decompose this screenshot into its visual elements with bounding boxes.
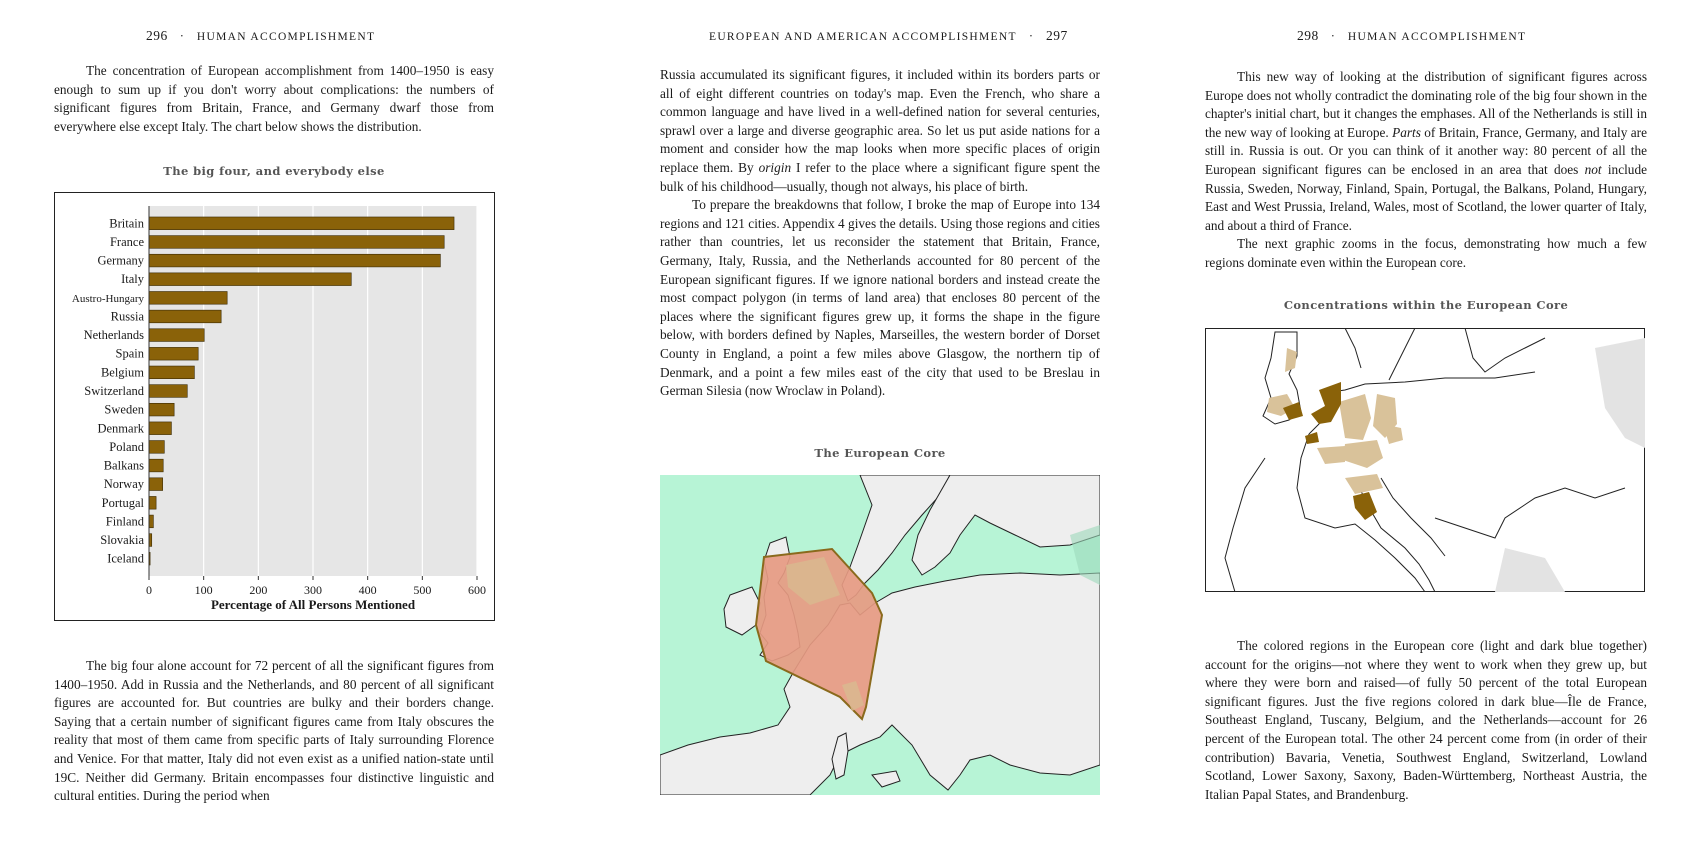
bar: [149, 347, 198, 360]
text-run: This new way of looking at the distribution of significant figures across Europe does not wholly contradict the dominating role of the big four shown in the chapter's initial chart, but it changes the emphases. All of the Netherlands is still in the new way of looking at Europe.: [1205, 69, 1647, 140]
category-label: Poland: [109, 439, 144, 454]
bar: [149, 273, 351, 286]
bar: [149, 385, 187, 398]
x-tick-label: 400: [358, 583, 377, 597]
text-run: Russia accumulated its significant figures, it included within its borders parts or all of eight different countries on today's map. Even the French, who share a common language and have lived in a well-defined nation for several centuries, sprawl over a large and diverse geographic area. So let us put aside nations for a moment and consider how the map looks when more specific places of origin replace them. By: [660, 67, 1100, 175]
x-tick-label: 200: [249, 583, 268, 597]
x-tick-label: 0: [146, 583, 152, 597]
paragraph: The colored regions in the European core (light and dark blue together) account for the origins—not where they went to work when they grew up, but where they were born and raised—of fully 50 percent of the total European significant figures. Just the five regions colored in dark blue—Île de France, Southeast England, Tuscany, Belgium, and the Netherlands—account for 26 percent of the European total. The other 24 percent come from (in order of their contribution) Bavaria, Venetia, Southwest England, Switzerland, Lowland Scotland, Lower Saxony, Saxony, Baden-Württemberg, Northeast Austria, the Italian Papal States, and Brandenburg.: [1205, 638, 1647, 802]
bar: [149, 366, 194, 379]
bar: [149, 329, 204, 342]
map-caption: Concentrations within the European Core: [1283, 298, 1569, 312]
category-label: Germany: [97, 253, 144, 268]
category-label: Italy: [121, 272, 144, 287]
paragraph: [660, 66, 1100, 196]
category-label: France: [109, 234, 144, 249]
text-run: include Russia, Sweden, Norway, Finland, Spain, Portugal, the Balkans, Poland, Hungary, East and West Prussia, Ireland, Wales, most of Scotland, the lower quarter of Italy, and about a third of France.: [1205, 161, 1647, 233]
category-label: Netherlands: [83, 328, 144, 343]
category-label: Britain: [109, 216, 144, 231]
category-label: Portugal: [101, 495, 144, 510]
x-tick-label: 600: [468, 583, 486, 597]
right-page: [1205, 0, 1647, 855]
x-axis-label: Percentage of All Persons Mentioned: [210, 597, 416, 612]
emphasis: not: [1584, 161, 1602, 177]
running-head: EUROPEAN AND AMERICAN ACCOMPLISHMENT: [709, 31, 1017, 43]
page-header: 296 · HUMAN ACCOMPLISHMENT: [146, 28, 376, 43]
bar: [149, 515, 153, 528]
text-run: I refer to the place where a significant figure spent the bulk of his childhood—usually, though not always, his place of birth.: [660, 159, 1101, 194]
category-label: Sweden: [104, 402, 144, 417]
running-head: HUMAN ACCOMPLISHMENT: [1347, 31, 1527, 43]
x-tick-label: 500: [413, 583, 432, 597]
concentrations-map: [1205, 328, 1645, 592]
running-head: HUMAN ACCOMPLISHMENT: [196, 31, 376, 43]
bar: [149, 496, 156, 509]
bar: [149, 478, 163, 491]
bar: [149, 292, 227, 305]
bar: [149, 236, 444, 249]
page-header: 298 · HUMAN ACCOMPLISHMENT: [1297, 28, 1527, 43]
bar: [149, 403, 174, 416]
emphasis: Parts: [1392, 124, 1421, 140]
map-caption: The European Core: [814, 446, 946, 460]
bar: [149, 310, 221, 323]
second-paragraph: [54, 657, 494, 806]
paragraph: The big four alone account for 72 percent of all the significant figures from 1400–1950. Add in Russia and the Netherlands, and 80 percent of all significant figures are accounted for. But countries are bulky and their borders change. Saying that a certain number of significant figures came from Italy obscures the reality that most of them came from specific parts of Italy surrounding Florence and Venice. For that matter, Italy did not even exist as a unified nation-state until 19C. Neither did Germany. Britain encompasses four distinctive linguistic and cultural entities. During the period when: [54, 658, 494, 804]
bar: [149, 217, 454, 230]
category-label: Spain: [115, 346, 144, 361]
body-text: [1205, 68, 1647, 273]
body-text: [660, 66, 1100, 401]
page-header: EUROPEAN AND AMERICAN ACCOMPLISHMENT · 297: [709, 28, 1068, 43]
category-label: Iceland: [107, 551, 144, 566]
page-number: 296: [146, 28, 168, 43]
chart-caption: The big four, and everybody else: [163, 164, 385, 178]
category-label: Switzerland: [84, 384, 144, 398]
category-label: Norway: [103, 477, 144, 492]
paragraph: To prepare the breakdowns that follow, I broke the map of Europe into 134 regions and 121 cities. Appendix 4 gives the details. Using those regions and cities rather than countries, let us reconsider the statement that Britain, France, Germany, Italy, Russia, and the Netherlands accounted for 80 percent of the European significant figures. If we ignore national borders and instead create the most compact polygon (in terms of land area) that encloses 80 percent of the places where the significant figures grew up, it forms the shape in the figure below, with borders defined by Naples, Marseilles, the western border of Dorset County in England, a point a few miles above Glasgow, the northern tip of Denmark, and a point a few miles east of the city that used to be Breslau in German Silesia (now Wroclaw in Poland).: [660, 197, 1100, 399]
category-label: Austro-Hungary: [71, 292, 144, 305]
european-core-map: [660, 475, 1100, 795]
category-label: Russia: [110, 309, 144, 324]
category-label: Balkans: [103, 458, 144, 473]
paragraph: The concentration of European accomplishment from 1400–1950 is easy enough to sum up if you don't worry about complications: the numbers of significant figures from Britain, France, and Germany dwarf those from everywhere else except Italy. The chart below shows the distribution.: [54, 63, 494, 134]
bar: [149, 441, 164, 454]
category-label: Slovakia: [100, 533, 144, 548]
bar-chart: [54, 192, 496, 622]
text-run: of Britain, France, Germany, and Italy are still in. Russia is out. Or you can think of it another way: 80 percent of all the European significant figures can be enclosed in an area that does: [1205, 124, 1647, 177]
page-number: 297: [1045, 28, 1068, 43]
page-number: 298: [1297, 28, 1319, 43]
left-page: [54, 0, 494, 855]
middle-page: [660, 0, 1100, 855]
bar: [149, 459, 163, 472]
bar: [149, 422, 171, 435]
category-label: Finland: [105, 514, 144, 529]
paragraph: [1205, 68, 1647, 235]
bar: [149, 254, 440, 267]
intro-paragraph: [54, 62, 494, 136]
emphasis: origin: [758, 159, 792, 175]
category-label: Belgium: [100, 365, 144, 380]
x-tick-label: 300: [304, 583, 322, 597]
x-tick-label: 100: [194, 583, 213, 597]
paragraph: The next graphic zooms in the focus, demonstrating how much a few regions dominate even within the European core.: [1205, 236, 1647, 270]
category-label: Denmark: [97, 421, 144, 436]
closing-paragraph: [1205, 637, 1647, 804]
